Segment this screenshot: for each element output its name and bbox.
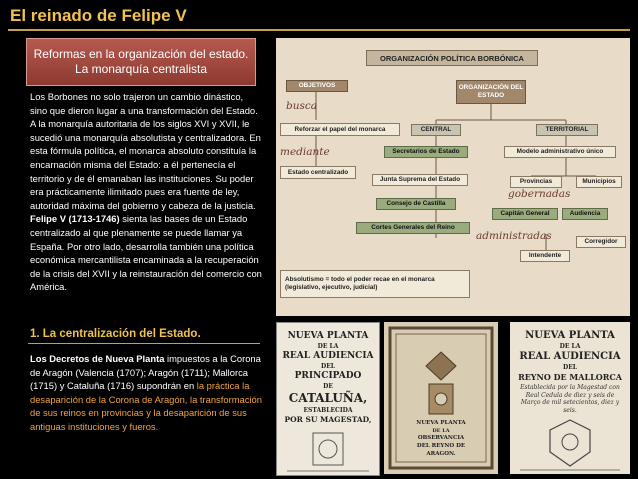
intro-paragraph: Los Borbones no solo trajeron un cambio dinástico, sino que dieron lugar a una transformación del Estado. A la monarquía autoritaria de los siglos XVI y XVII, le sucedió una monarquía absolutista y centralizadora. En esta fórmula política, el monarca absoluto constituía la encarnación misma del Estado: a él pertenecía el territorio y de él emanaban las instituciones. Su poder era prácticamente ilimitado pues era fuente de ley, autoridad máxima del gobierno y cabeza de la justicia. xyxy=(30,91,261,211)
felipe-paragraph xyxy=(30,212,262,294)
doc2-line-4: DEL REYNO DE xyxy=(416,443,466,449)
administradas-label: administradas xyxy=(476,230,552,242)
decretos-rest: impuestos a la Corona de Aragón (Valencia (1707); Aragón (1711); Mallorca (1715) y Cataluña (1716) supondrán en xyxy=(30,353,261,392)
estado-centralizado-box: Estado centralizado xyxy=(280,166,356,179)
doc3-line-1: NUEVA PLANTA xyxy=(525,330,615,341)
diagram-title: ORGANIZACIÓN POLÍTICA BORBÓNICA xyxy=(366,50,538,66)
audiencia-box: Audiencia xyxy=(562,208,608,220)
section-heading: 1. La centralización del Estado. xyxy=(30,328,201,340)
decretos-text xyxy=(30,352,262,434)
doc1-line-1: NUEVA PLANTA xyxy=(287,331,369,341)
organizacion-box: ORGANIZACIÓN DEL ESTADO xyxy=(456,80,526,104)
doc1-line-9: POR SU MAGESTAD, xyxy=(284,415,372,424)
doc3-line-6: Establecida por la Magestad con Real Cedula de diez y seis de Março de mil setecientos, diez y seis. xyxy=(520,384,620,414)
document-aragon xyxy=(384,322,498,474)
mediante-label: mediante xyxy=(280,146,330,158)
doc1-line-6: DE xyxy=(323,383,333,390)
objetivos-box: OBJETIVOS xyxy=(286,80,348,92)
badge-line-1: Reformas en la organización del estado. xyxy=(33,47,249,61)
title-divider xyxy=(8,29,630,31)
felipe-bold: Felipe V (1713-1746) xyxy=(30,213,120,225)
doc2-line-1: NUEVA PLANTA xyxy=(416,420,466,426)
doc1-line-8: ESTABLECIDA xyxy=(303,407,353,414)
organization-diagram xyxy=(276,38,630,316)
doc2-line-3: OBSERVANCIA xyxy=(417,435,465,441)
doc3-line-3: REAL AUDIENCIA xyxy=(519,351,621,362)
doc1-line-5: PRINCIPADO xyxy=(294,371,362,381)
territorial-box: TERRITORIAL xyxy=(536,124,598,136)
document-catalunya xyxy=(276,322,380,476)
section-divider xyxy=(28,343,260,344)
doc2-line-2: DE LA xyxy=(432,428,450,434)
doc1-line-2: DE LA xyxy=(317,343,339,350)
doc1-line-4: DEL xyxy=(321,363,335,370)
busca-label: busca xyxy=(286,100,318,112)
intro-text xyxy=(30,90,262,294)
intendente-box: Intendente xyxy=(520,250,570,262)
capitan-box: Capitán General xyxy=(492,208,558,220)
felipe-rest: sienta las bases de un Estado centralizado al que plenamente se puede llamar ya España. Por otro lado, desarrolla también una política económica mercantilista encaminada a la recuperación de la crisis del XVII y la reinstauración del comercio con América. xyxy=(30,213,262,293)
document-mallorca xyxy=(510,322,630,474)
doc1-line-3: REAL AUDIENCIA xyxy=(282,351,374,361)
doc3-line-2: DE LA xyxy=(559,343,581,350)
doc1-seal-icon xyxy=(277,427,379,476)
doc3-line-4: DEL xyxy=(563,364,577,371)
decretos-bold: Los Decretos de Nueva Planta xyxy=(30,353,165,364)
doc3-crest-icon xyxy=(510,414,630,474)
central-box: CENTRAL xyxy=(411,124,461,136)
decretos-highlight: la práctica la desaparición de la Corona de Aragón, la transformación de sus reinos en provincias y la desaparición de sus antiguas instituciones y fueros. xyxy=(30,380,262,432)
reform-badge xyxy=(26,38,256,86)
doc2-line-5: ARAGON. xyxy=(426,451,456,457)
doc1-line-7: CATALUÑA, xyxy=(288,391,368,405)
modelo-box: Modelo administrativo único xyxy=(504,146,616,158)
doc3-line-5: REYNO DE MALLORCA xyxy=(518,372,622,382)
cortes-box: Cortes Generales del Reino xyxy=(356,222,470,234)
badge-line-2: La monarquía centralista xyxy=(74,62,208,76)
junta-box: Junta Suprema del Estado xyxy=(372,174,468,186)
slide-title: El reinado de Felipe V xyxy=(10,6,187,25)
secretarios-box: Secretarios de Estado xyxy=(384,146,468,158)
reforzar-box: Reforzar el papel del monarca xyxy=(280,123,400,136)
provincias-box: Provincias xyxy=(510,176,562,188)
consejo-box: Consejo de Castilla xyxy=(376,198,456,210)
gobernadas-label: gobernadas xyxy=(508,188,571,200)
absolutismo-box: Absolutismo = todo el poder recae en el monarca (legislativo, ejecutivo, judicial) xyxy=(280,270,470,298)
corregidor-box: Corregidor xyxy=(576,236,626,248)
municipios-box: Municipios xyxy=(576,176,622,188)
